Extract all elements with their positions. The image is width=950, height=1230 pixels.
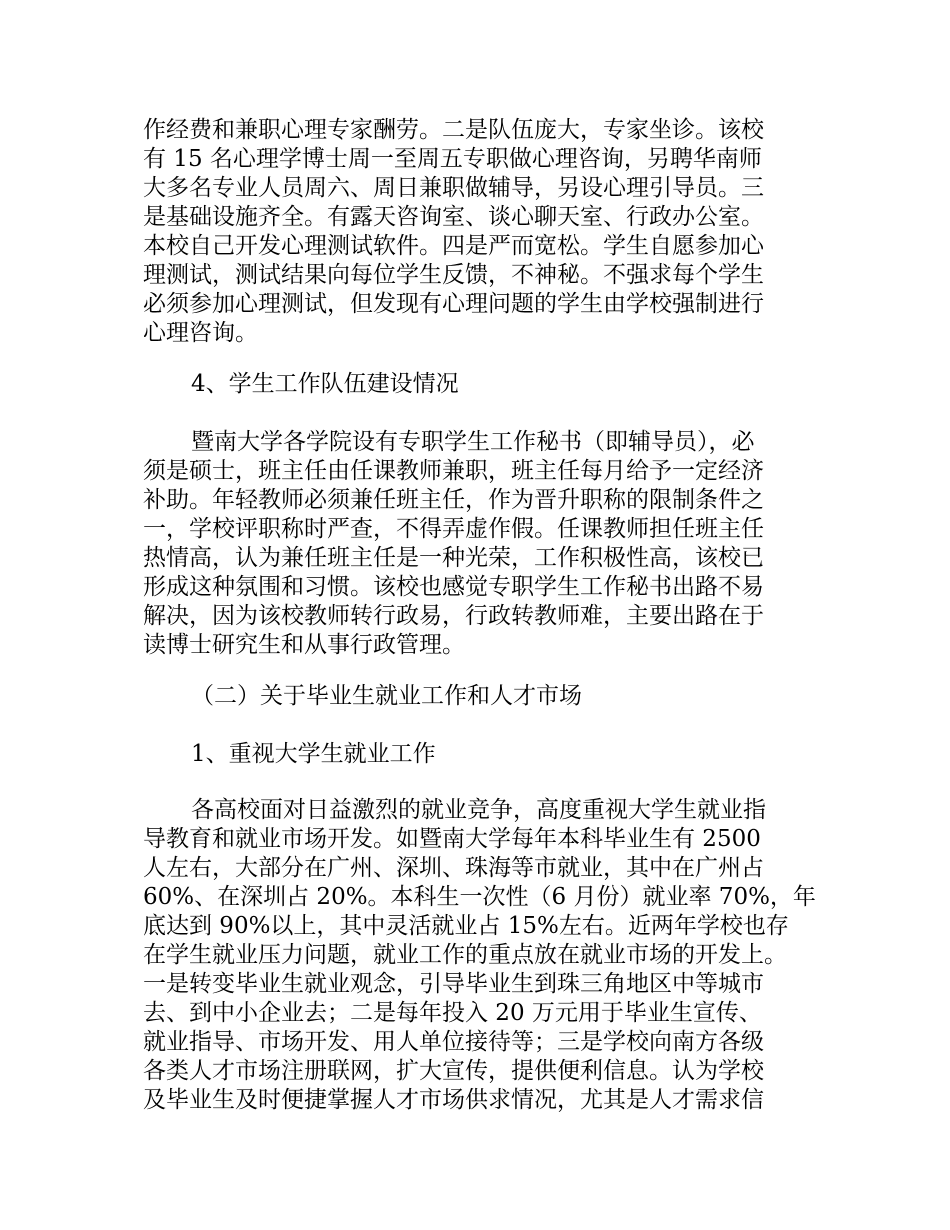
- text-line: 在学生就业压力问题，就业工作的重点放在就业市场的开发上。: [143, 942, 787, 968]
- text-line: 热情高，认为兼任班主任是一种光荣，工作积极性高，该校已: [143, 545, 764, 571]
- text-line: 补助。年轻教师必须兼任班主任，作为晋升职称的限制条件之: [143, 487, 764, 513]
- text-line: 心理咨询。: [143, 320, 258, 346]
- text-line: 形成这种氛围和习惯。该校也感觉专职学生工作秘书出路不易: [143, 574, 764, 600]
- text-line: 就业指导、市场开发、用人单位接待等；三是学校向南方各级: [143, 1029, 764, 1055]
- section-heading: （二）关于毕业生就业工作和人才市场: [191, 683, 582, 709]
- text-line: 导教育和就业市场开发。如暨南大学每年本科毕业生有 2500: [143, 826, 761, 852]
- text-line: 是基础设施齐全。有露天咨询室、谈心聊天室、行政办公室。: [143, 204, 764, 230]
- text-line: 及毕业生及时便捷掌握人才市场供求情况，尤其是人才需求信: [143, 1087, 764, 1113]
- section-heading: 1、重视大学生就业工作: [191, 741, 436, 767]
- text-line: 解决，因为该校教师转行政易，行政转教师难，主要出路在于: [143, 603, 764, 629]
- text-line: 须是硕士，班主任由任课教师兼职，班主任每月给予一定经济: [143, 458, 764, 484]
- text-line: 60%、在深圳占 20%。本科生一次性（6 月份）就业率 70%，年: [143, 884, 816, 910]
- text-line: 有 15 名心理学博士周一至周五专职做心理咨询，另聘华南师: [143, 146, 762, 172]
- text-line: 理测试，测试结果向每位学生反馈，不神秘。不强求每个学生: [143, 262, 764, 288]
- text-line: 去、到中小企业去；二是每年投入 20 万元用于毕业生宣传、: [143, 1000, 762, 1026]
- text-line: 读博士研究生和从事行政管理。: [143, 632, 465, 658]
- text-line: 暨南大学各学院设有专职学生工作秘书（即辅导员），必: [191, 429, 755, 455]
- text-line: 人左右，大部分在广州、深圳、珠海等市就业，其中在广州占: [143, 855, 764, 881]
- text-line: 大多名专业人员周六、周日兼职做辅导，另设心理引导员。三: [143, 175, 764, 201]
- text-line: 作经费和兼职心理专家酬劳。二是队伍庞大，专家坐诊。该校: [143, 117, 764, 143]
- text-line: 一，学校评职称时严查，不得弄虚作假。任课教师担任班主任: [143, 516, 764, 542]
- text-line: 必须参加心理测试，但发现有心理问题的学生由学校强制进行: [143, 291, 764, 317]
- text-line: 一是转变毕业生就业观念，引导毕业生到珠三角地区中等城市: [143, 971, 764, 997]
- text-line: 各类人才市场注册联网，扩大宣传，提供便利信息。认为学校: [143, 1058, 764, 1084]
- text-line: 底达到 90%以上，其中灵活就业占 15%左右。近两年学校也存: [143, 913, 789, 939]
- text-line: 本校自己开发心理测试软件。四是严而宽松。学生自愿参加心: [143, 233, 764, 259]
- section-heading: 4、学生工作队伍建设情况: [191, 371, 459, 397]
- text-line: 各高校面对日益激烈的就业竞争，高度重视大学生就业指: [191, 797, 766, 823]
